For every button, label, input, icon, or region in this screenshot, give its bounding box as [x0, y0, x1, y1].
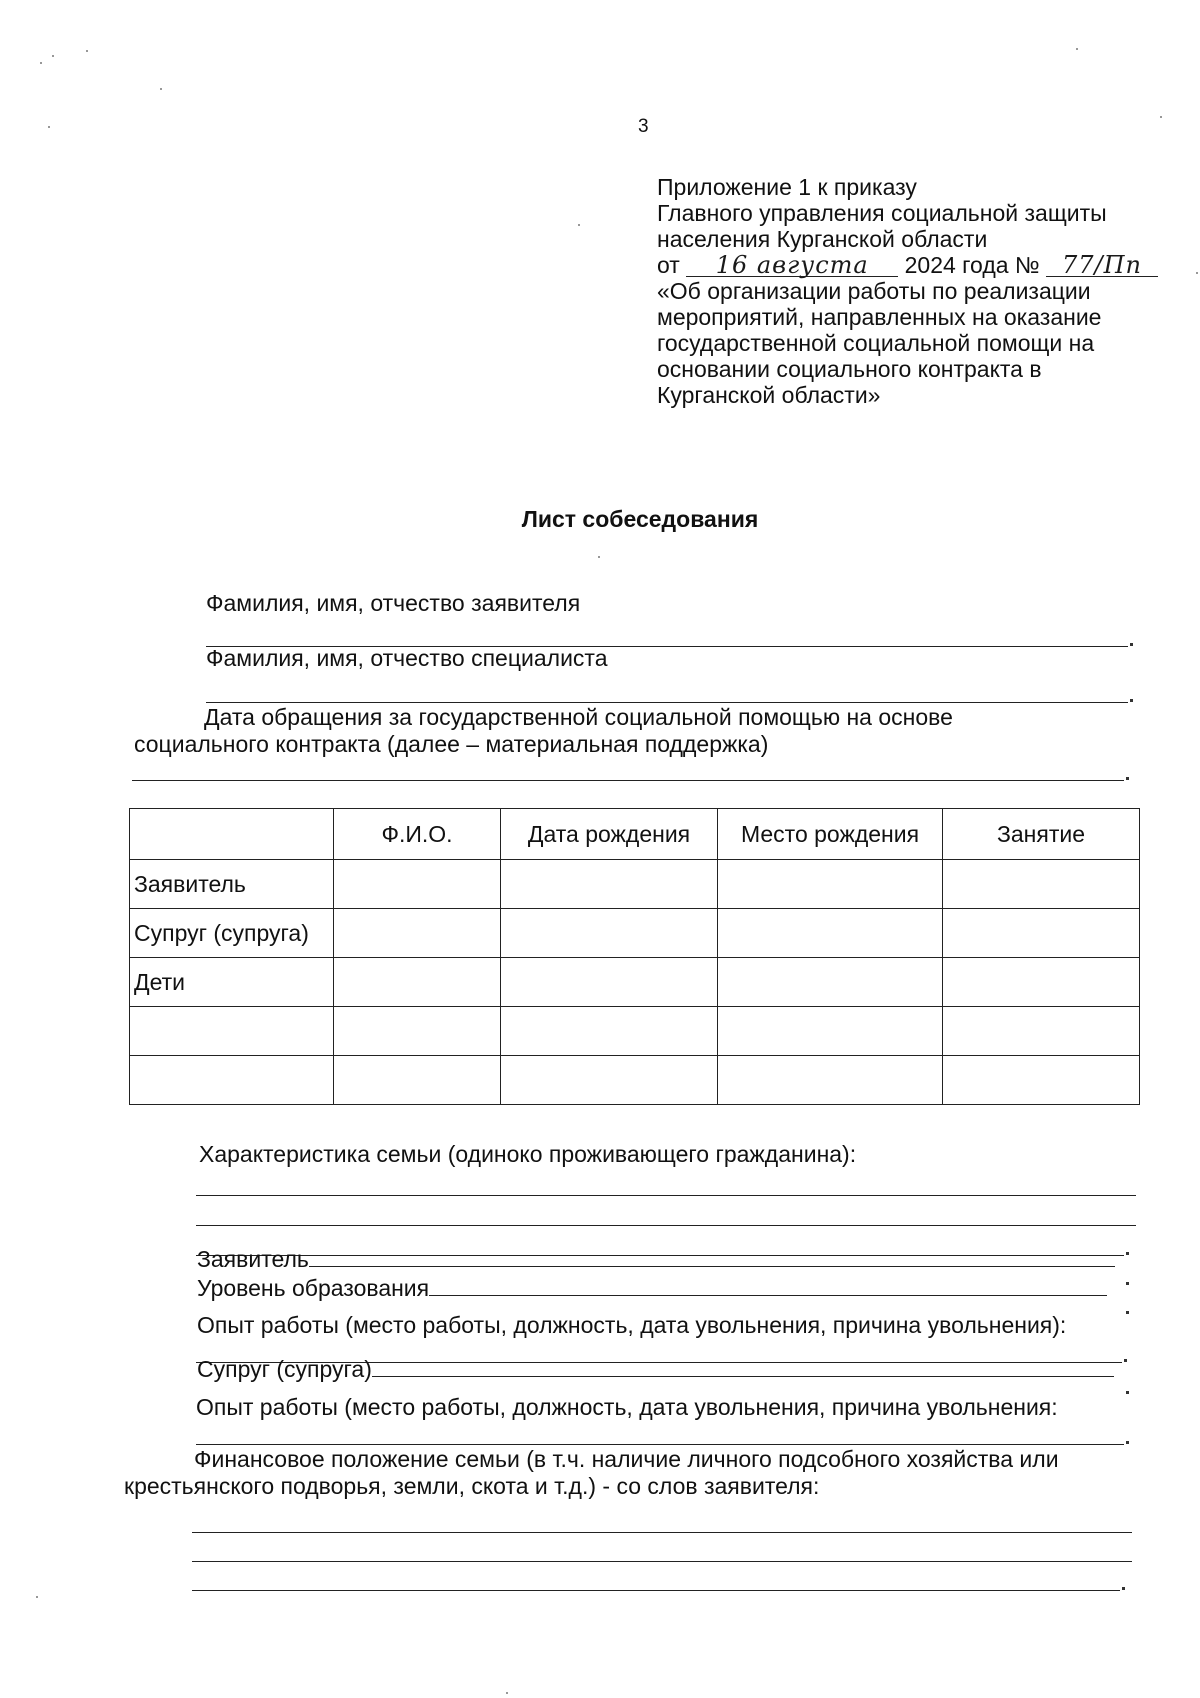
- scan-speck: [1196, 272, 1198, 274]
- applicant-name-label: Фамилия, имя, отчество заявителя: [206, 590, 581, 616]
- scan-speck: [86, 50, 88, 52]
- annex-block: [657, 174, 1157, 408]
- family-characteristic-label: Характеристика семьи (одиноко проживающего гражданина):: [199, 1141, 857, 1167]
- order-title-1: «Об организации работы по реализации: [657, 278, 1091, 304]
- table-cell[interactable]: [718, 860, 943, 909]
- spouse-label: Супруг (супруга): [197, 1356, 1114, 1382]
- table-cell[interactable]: [718, 909, 943, 958]
- table-cell[interactable]: [943, 1007, 1140, 1056]
- line-end-dot: [1124, 1359, 1127, 1362]
- table-cell[interactable]: [334, 860, 501, 909]
- year-text: 2024 года №: [904, 252, 1040, 278]
- annex-date-line: [657, 252, 1157, 278]
- request-date-label-2: социального контракта (далее – материальная поддержка): [134, 731, 769, 757]
- finance-line-1[interactable]: [192, 1532, 1132, 1533]
- scan-speck: [48, 126, 50, 128]
- experience-label-2: Опыт работы (место работы, должность, дата увольнения, причина увольнения:: [196, 1394, 1058, 1420]
- applicant-label: Заявитель: [197, 1246, 1115, 1272]
- document-title: Лист собеседования: [521, 506, 759, 532]
- family-members-table: [129, 808, 1140, 1105]
- scan-speck: [160, 88, 162, 90]
- line-end-dot: [1130, 699, 1133, 702]
- order-title-3: государственной социальной помощи на: [657, 330, 1095, 356]
- date-prefix: от: [657, 252, 680, 278]
- table-row: [130, 860, 1140, 909]
- table-header-row: [130, 809, 1140, 860]
- annex-line-2: Главного управления социальной защиты: [657, 200, 1107, 226]
- table-cell[interactable]: [334, 1056, 501, 1105]
- page-number: 3: [638, 116, 649, 137]
- scan-speck: [506, 1692, 508, 1694]
- spouse-fill-line[interactable]: [372, 1356, 1114, 1377]
- table-header-cell: Место рождения: [718, 809, 943, 860]
- line-end-dot: [1126, 1311, 1129, 1314]
- education-label: Уровень образования: [197, 1275, 1107, 1301]
- specialist-name-line[interactable]: [206, 702, 1128, 703]
- table-cell[interactable]: [718, 958, 943, 1007]
- request-date-label-1: Дата обращения за государственной социальной помощью на основе: [204, 704, 953, 730]
- scan-speck: [36, 1596, 38, 1598]
- table-header-cell: Ф.И.О.: [334, 809, 501, 860]
- table-row: [130, 1007, 1140, 1056]
- row-label: Заявитель: [130, 860, 334, 909]
- scan-speck: [52, 55, 54, 57]
- education-fill-line[interactable]: [429, 1275, 1107, 1296]
- table-cell[interactable]: [501, 860, 718, 909]
- line-end-dot: [1126, 777, 1129, 780]
- row-label: Дети: [130, 958, 334, 1007]
- table-cell[interactable]: [334, 909, 501, 958]
- line-end-dot: [1130, 643, 1133, 646]
- finance-label-1: Финансовое положение семьи (в т.ч. наличие личного подсобного хозяйства или: [194, 1446, 1059, 1472]
- line-end-dot: [1126, 1282, 1129, 1285]
- finance-line-2[interactable]: [192, 1561, 1132, 1562]
- row-label: [130, 1007, 334, 1056]
- finance-label-2: крестьянского подворья, земли, скота и т.д.) - со слов заявителя:: [124, 1473, 820, 1499]
- table-cell[interactable]: [501, 1056, 718, 1105]
- table-header-cell: Занятие: [943, 809, 1140, 860]
- row-label: [130, 1056, 334, 1105]
- date-handwritten: 16 августа: [686, 254, 898, 277]
- table-cell[interactable]: [718, 1056, 943, 1105]
- scan-speck: [1160, 116, 1162, 118]
- table-cell[interactable]: [943, 1056, 1140, 1105]
- table-header-cell: [130, 809, 334, 860]
- table-row: [130, 1056, 1140, 1105]
- table-row: [130, 958, 1140, 1007]
- annex-line-1: Приложение 1 к приказу: [657, 174, 917, 200]
- finance-line-3[interactable]: [192, 1590, 1120, 1591]
- table-header-cell: Дата рождения: [501, 809, 718, 860]
- applicant-fill-line[interactable]: [309, 1246, 1115, 1267]
- table-cell[interactable]: [501, 958, 718, 1007]
- table-cell[interactable]: [501, 1007, 718, 1056]
- request-date-line[interactable]: [132, 780, 1124, 781]
- line-end-dot: [1126, 1391, 1129, 1394]
- scan-speck: [1076, 48, 1078, 50]
- characteristic-line-2[interactable]: [196, 1225, 1136, 1226]
- table-cell[interactable]: [943, 958, 1140, 1007]
- line-end-dot: [1126, 1441, 1129, 1444]
- table-cell[interactable]: [943, 909, 1140, 958]
- order-title-5: Курганской области»: [657, 382, 881, 408]
- annex-line-3: населения Курганской области: [657, 226, 988, 252]
- scan-speck: [578, 224, 580, 226]
- table-cell[interactable]: [334, 1007, 501, 1056]
- table-cell[interactable]: [718, 1007, 943, 1056]
- characteristic-line-1[interactable]: [196, 1195, 1136, 1196]
- line-end-dot: [1126, 1252, 1129, 1255]
- row-label: Супруг (супруга): [130, 909, 334, 958]
- scan-speck: [598, 556, 600, 558]
- table-cell[interactable]: [334, 958, 501, 1007]
- experience-line-2[interactable]: [196, 1444, 1124, 1445]
- table-row: [130, 909, 1140, 958]
- table-cell[interactable]: [501, 909, 718, 958]
- number-handwritten: 77/Пп: [1046, 254, 1158, 277]
- specialist-name-label: Фамилия, имя, отчество специалиста: [206, 645, 608, 671]
- scan-speck: [40, 62, 42, 64]
- table-cell[interactable]: [943, 860, 1140, 909]
- order-title-2: мероприятий, направленных на оказание: [657, 304, 1102, 330]
- order-title-4: основании социального контракта в: [657, 356, 1042, 382]
- experience-label-1: Опыт работы (место работы, должность, дата увольнения, причина увольнения):: [197, 1312, 1067, 1338]
- line-end-dot: [1122, 1587, 1125, 1590]
